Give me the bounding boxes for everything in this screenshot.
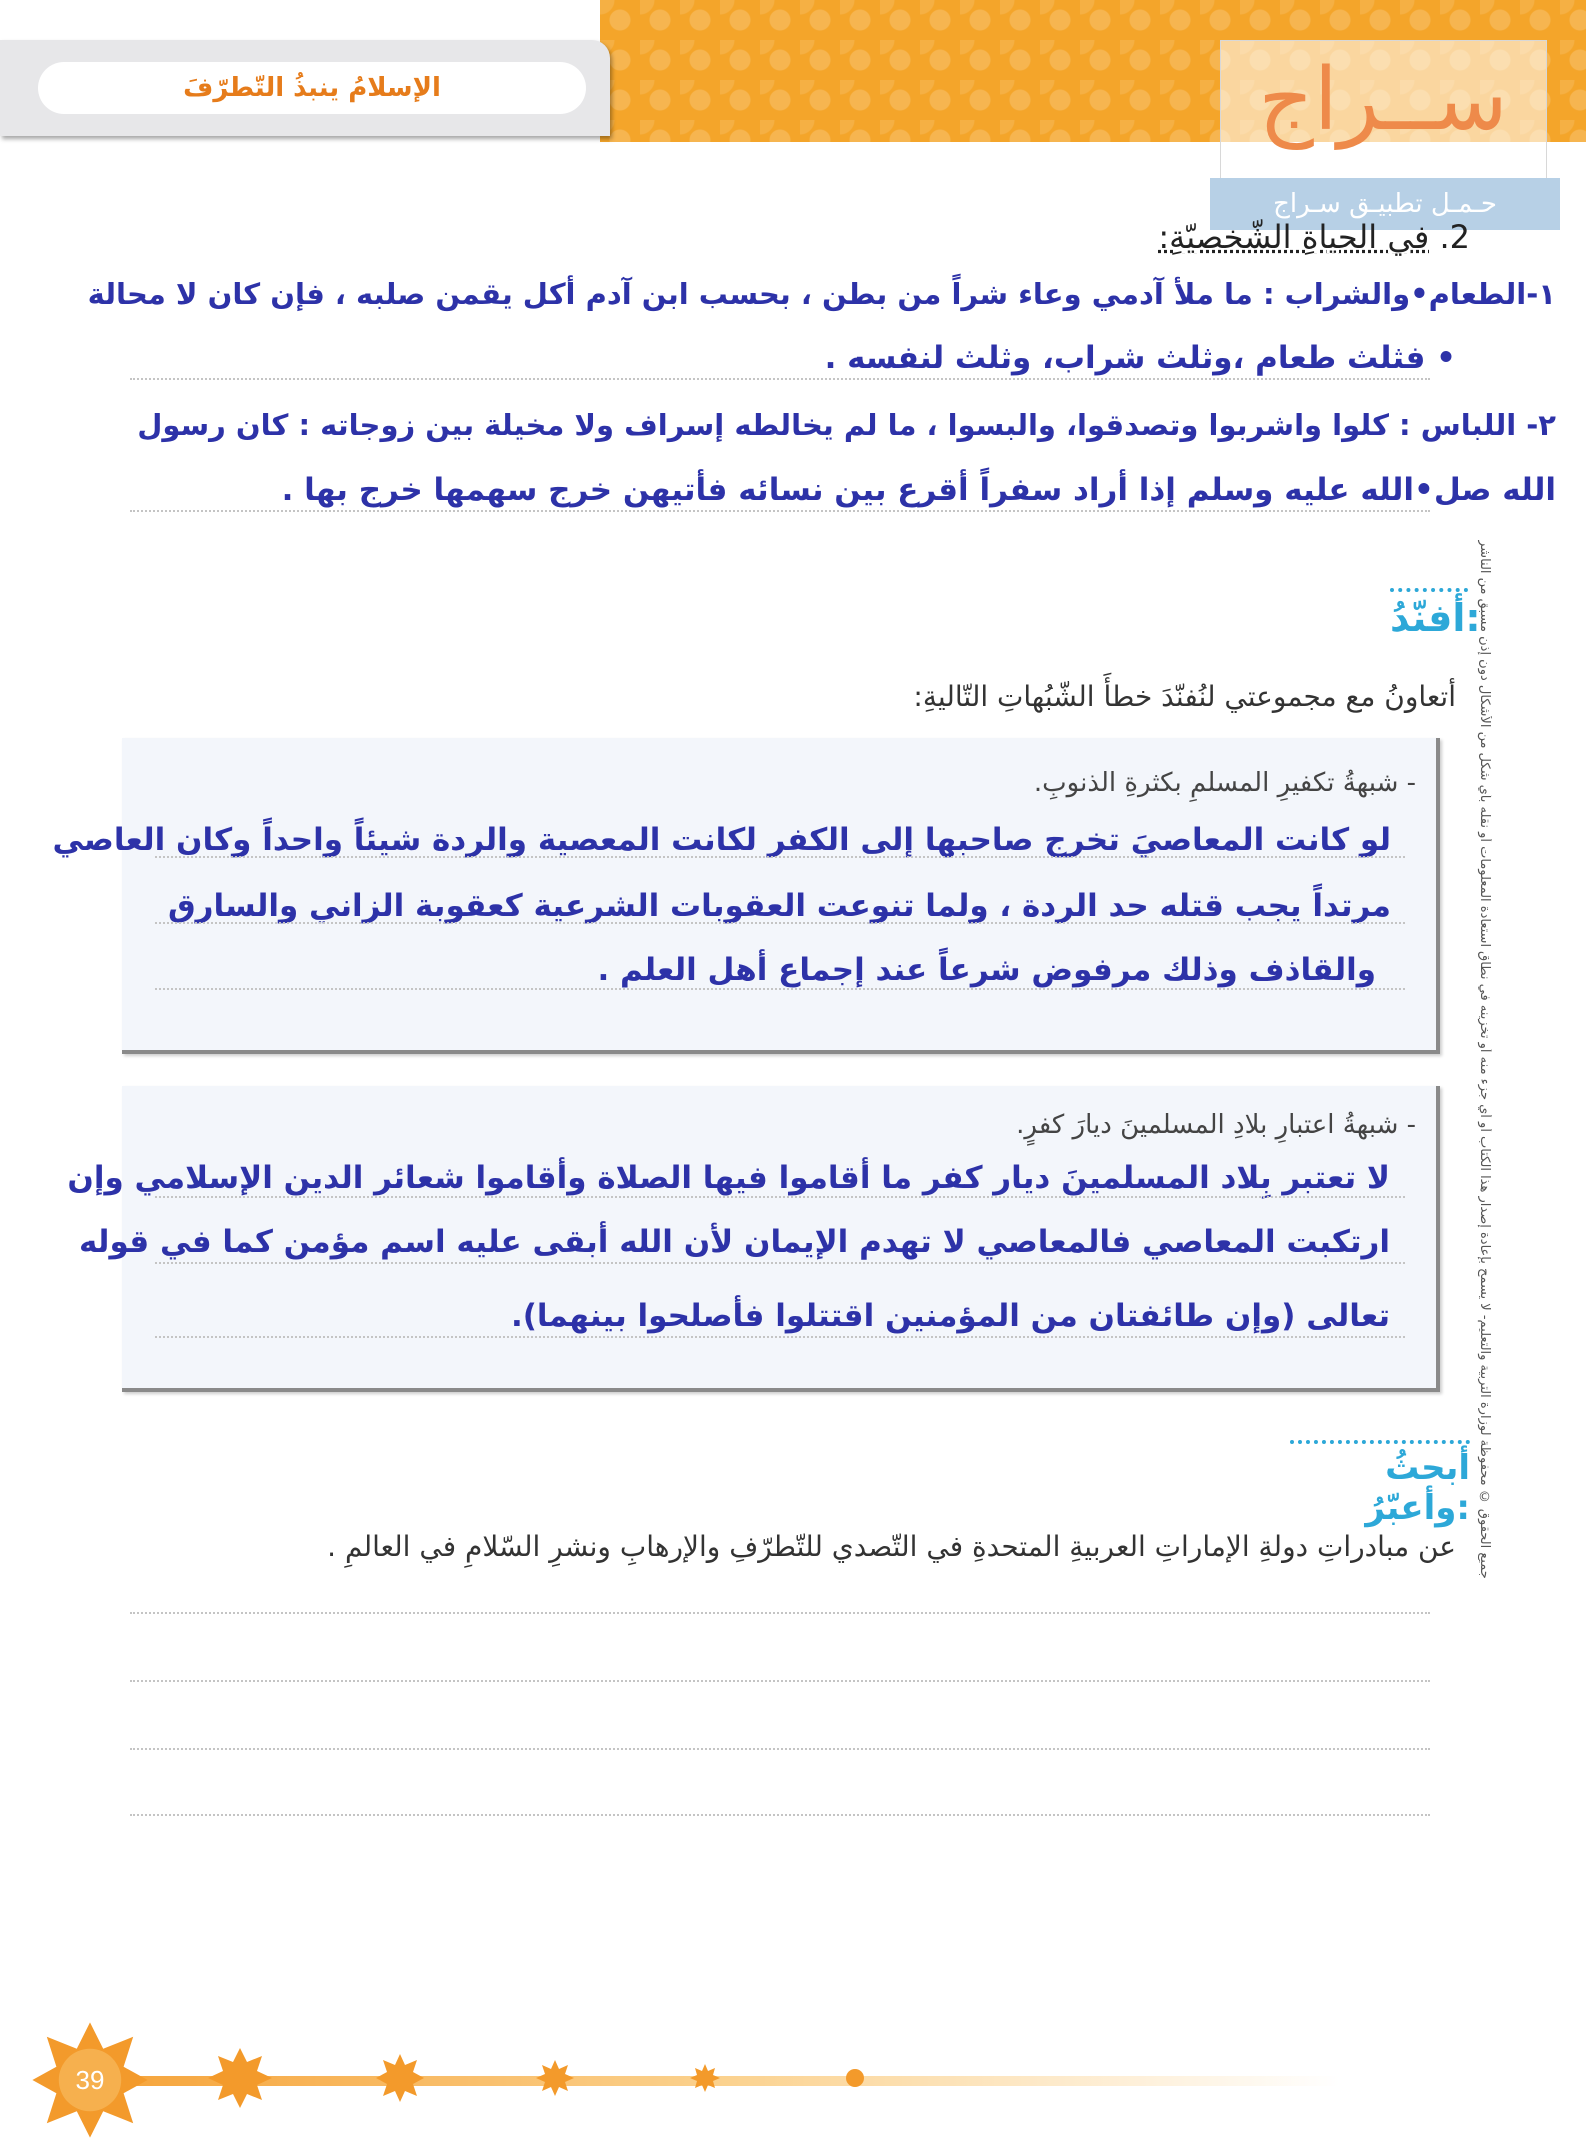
- footer-star: [376, 2054, 424, 2102]
- research-instruction: عن مبادراتِ دولةِ الإماراتِ العربيةِ المتحدةِ في التّصدي للتّطرّفِ والإرهابِ ونشرِ السّلامِ في العالمِ .: [327, 1530, 1456, 1563]
- writing-line: [130, 1612, 1430, 1614]
- refute-instruction: أتعاونُ مع مجموعتي لنُفنّدَ خطأَ الشّبُهاتِ التّاليةِ:: [913, 680, 1456, 713]
- answer-2-line-2: الله صل•الله عليه وسلم إذا أراد سفراً أقرع بين نسائه فأتيهن خرج سهمها خرج بها .: [281, 472, 1556, 508]
- footer-star: [690, 2064, 720, 2092]
- writing-line: [130, 378, 1430, 380]
- writing-line: [130, 1748, 1430, 1750]
- writing-line: [130, 1814, 1430, 1816]
- shubha-2-answer-line-1: لا تعتبر بِلاد المسلمينَ ديار كفر ما أقاموا فيها الصلاة وأقاموا شعائر الدين الإسلامي وإن: [67, 1160, 1390, 1196]
- shubha-1-answer-line-1: لو كانت المعاصيَ تخرج صاحبها إلى الكفر لكانت المعصية والردة شيئاً واحداً وكان العاصي: [52, 822, 1391, 858]
- shubha-1-label: - شبهةُ تكفيرِ المسلمِ بكثرةِ الذنوبِ.: [1033, 768, 1416, 798]
- writing-line: [130, 1680, 1430, 1682]
- refute-heading: أفنّدُ:: [1390, 588, 1468, 640]
- shubha-1-answer-line-2: مرتداً يجب قتله حد الردة ، ولما تنوعت العقوبات الشرعية كعقوبة الزاني والسارق: [167, 888, 1391, 924]
- section-heading: [1000, 218, 1470, 256]
- page-number: 39: [75, 2064, 105, 2095]
- research-heading: أبحثُ وأعبّرُ:: [1290, 1440, 1470, 1528]
- writing-line: [130, 510, 1430, 512]
- shubha-2-answer-line-2: ارتكبت المعاصي فالمعاصي لا تهدم الإيمان لأن الله أبقى عليه اسم مؤمن كما في قوله: [79, 1224, 1390, 1260]
- writing-line: [155, 922, 1405, 924]
- answer-1-line-2: • فثلث طعام ،وثلث شراب، وثلث لنفسه .: [824, 340, 1456, 376]
- footer-star: [536, 2060, 574, 2096]
- writing-line: [155, 988, 1405, 990]
- footer-dot: [846, 2069, 864, 2087]
- answer-2-line-1: ٢- اللباس : كلوا واشربوا وتصدقوا، والبسوا ، ما لم يخالطه إسراف ولا مخيلة بين زوجاته : كان رسول: [137, 408, 1556, 442]
- unit-title: الإسلامُ ينبذُ التّطرّفَ: [183, 73, 441, 103]
- writing-line: [155, 1196, 1405, 1198]
- shubha-1-answer-line-3: والقاذف وذلك مرفوض شرعاً عند إجماع أهل العلم .: [597, 952, 1376, 988]
- footer-stars: [200, 2040, 920, 2120]
- writing-line: [155, 856, 1405, 858]
- answer-1-line-1: ١-الطعام•والشراب : ما ملأ آدمي وعاء شراً من بطن ، بحسب ابن آدم أكل يقمن صلبه ، فإن كان لا محالة: [87, 277, 1556, 311]
- logo-subtext: حـمـل تطبيـق سـراج: [1273, 189, 1497, 219]
- writing-line: [155, 1262, 1405, 1264]
- writing-line: [155, 1336, 1405, 1338]
- shubha-2-answer-line-3: تعالى (وإن طائفتان من المؤمنين اقتتلوا فأصلحوا بينهما).: [510, 1298, 1390, 1334]
- logo-text: ســراج: [1258, 50, 1508, 150]
- shubha-2-label: - شبهةُ اعتبارِ بلادِ المسلمينَ ديارَ كفرٍ.: [1016, 1110, 1416, 1140]
- section-number: 2.: [1439, 218, 1470, 256]
- footer-star: [208, 2048, 272, 2108]
- copyright-notice: جميع الحقوق © محفوظة لوزارة التربية والتعليم- لا يسمح بإعادة إصدار هذا الكتاب أو أي جزء منه أو تخزينه في نطاق استعادة المعلومات أو نقله بأي شكل من الأشكال دون إذن مسبق من الناشر: [1477, 540, 1492, 1579]
- section-title: في الحياةِ الشّخصيّةِ:: [1158, 218, 1430, 256]
